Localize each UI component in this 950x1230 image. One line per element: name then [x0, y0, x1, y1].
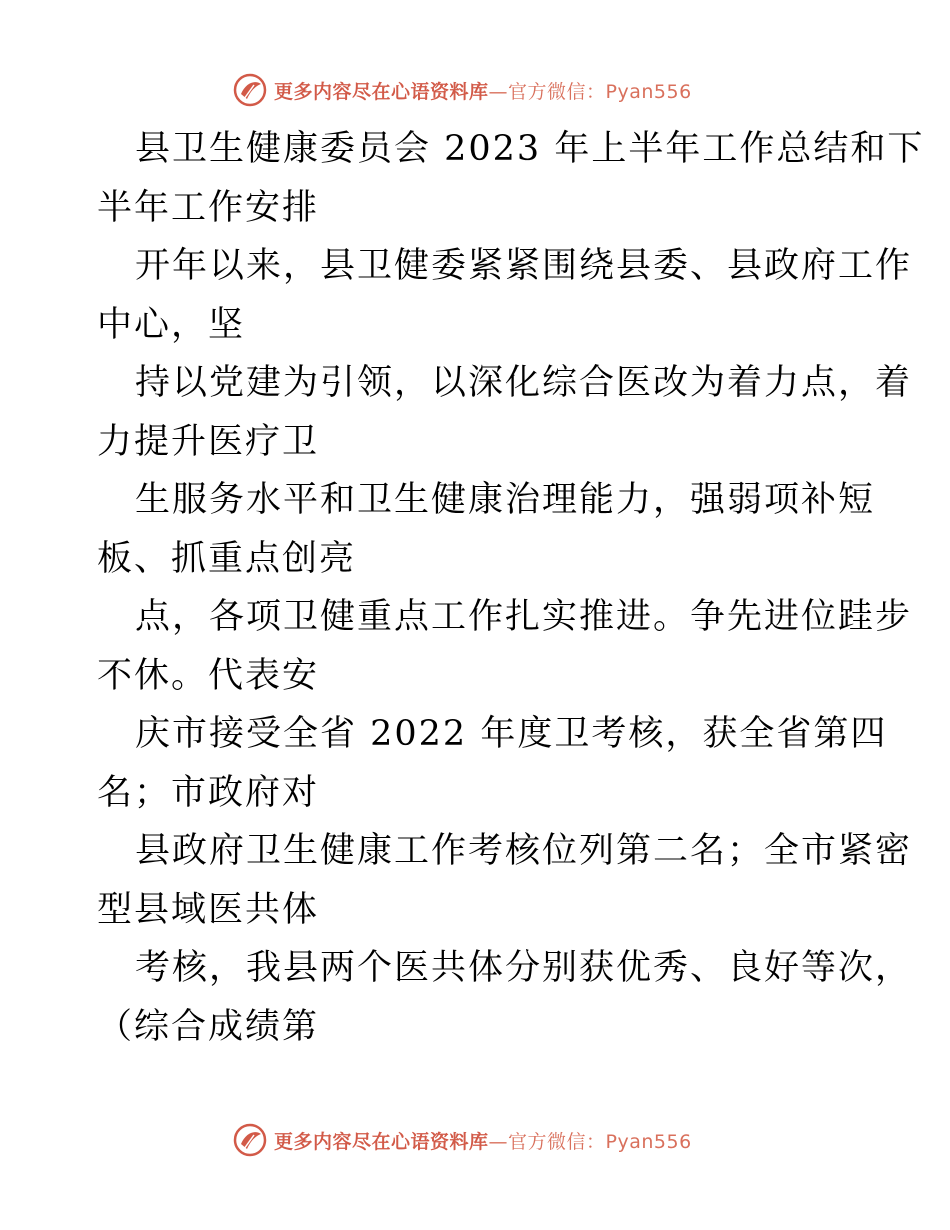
watermark-contact: 官方微信：Pyan556 — [508, 1130, 692, 1153]
body-line: 力提升医疗卫 — [97, 421, 320, 462]
body-line: 不休。代表安 — [97, 655, 320, 696]
watermark-site: 更多内容尽在心语资料库 — [274, 80, 489, 103]
document-body — [97, 120, 925, 1056]
body-line: 板、抓重点创亮 — [97, 538, 357, 579]
watermark-dash: — — [488, 1130, 509, 1153]
body-line: 开年以来，县卫健委紧紧围绕县委、县政府工作 — [135, 246, 913, 286]
body-line: 考核，我县两个医共体分别获优秀、良好等次， — [135, 948, 913, 988]
header-watermark — [232, 70, 692, 110]
body-line: 持以党建为引领，以深化综合医改为着力点，着 — [135, 363, 913, 403]
watermark-contact: 官方微信：Pyan556 — [508, 80, 692, 103]
body-line: 中心，坚 — [97, 304, 246, 345]
brand-logo-icon — [232, 1122, 268, 1158]
brand-logo-icon — [232, 72, 268, 108]
body-line: 生服务水平和卫生健康治理能力，强弱项补短 — [135, 480, 876, 520]
watermark-site: 更多内容尽在心语资料库 — [274, 1130, 489, 1153]
watermark-text — [274, 1127, 692, 1154]
body-line: 庆市接受全省 2022 年度卫考核，获全省第四 — [135, 714, 888, 754]
watermark-text — [274, 77, 692, 104]
title-line-2: 半年工作安排 — [97, 187, 320, 228]
title-line-1: 县卫生健康委员会 2023 年上半年工作总结和下 — [135, 129, 925, 169]
footer-watermark — [232, 1120, 692, 1160]
watermark-dash: — — [488, 80, 509, 103]
body-line: （综合成绩第 — [97, 1006, 320, 1047]
body-line: 点，各项卫健重点工作扎实推进。争先进位跬步 — [135, 597, 913, 637]
body-line: 名；市政府对 — [97, 772, 320, 813]
body-line: 县政府卫生健康工作考核位列第二名；全市紧密 — [135, 831, 913, 871]
body-line: 型县域医共体 — [97, 889, 320, 930]
